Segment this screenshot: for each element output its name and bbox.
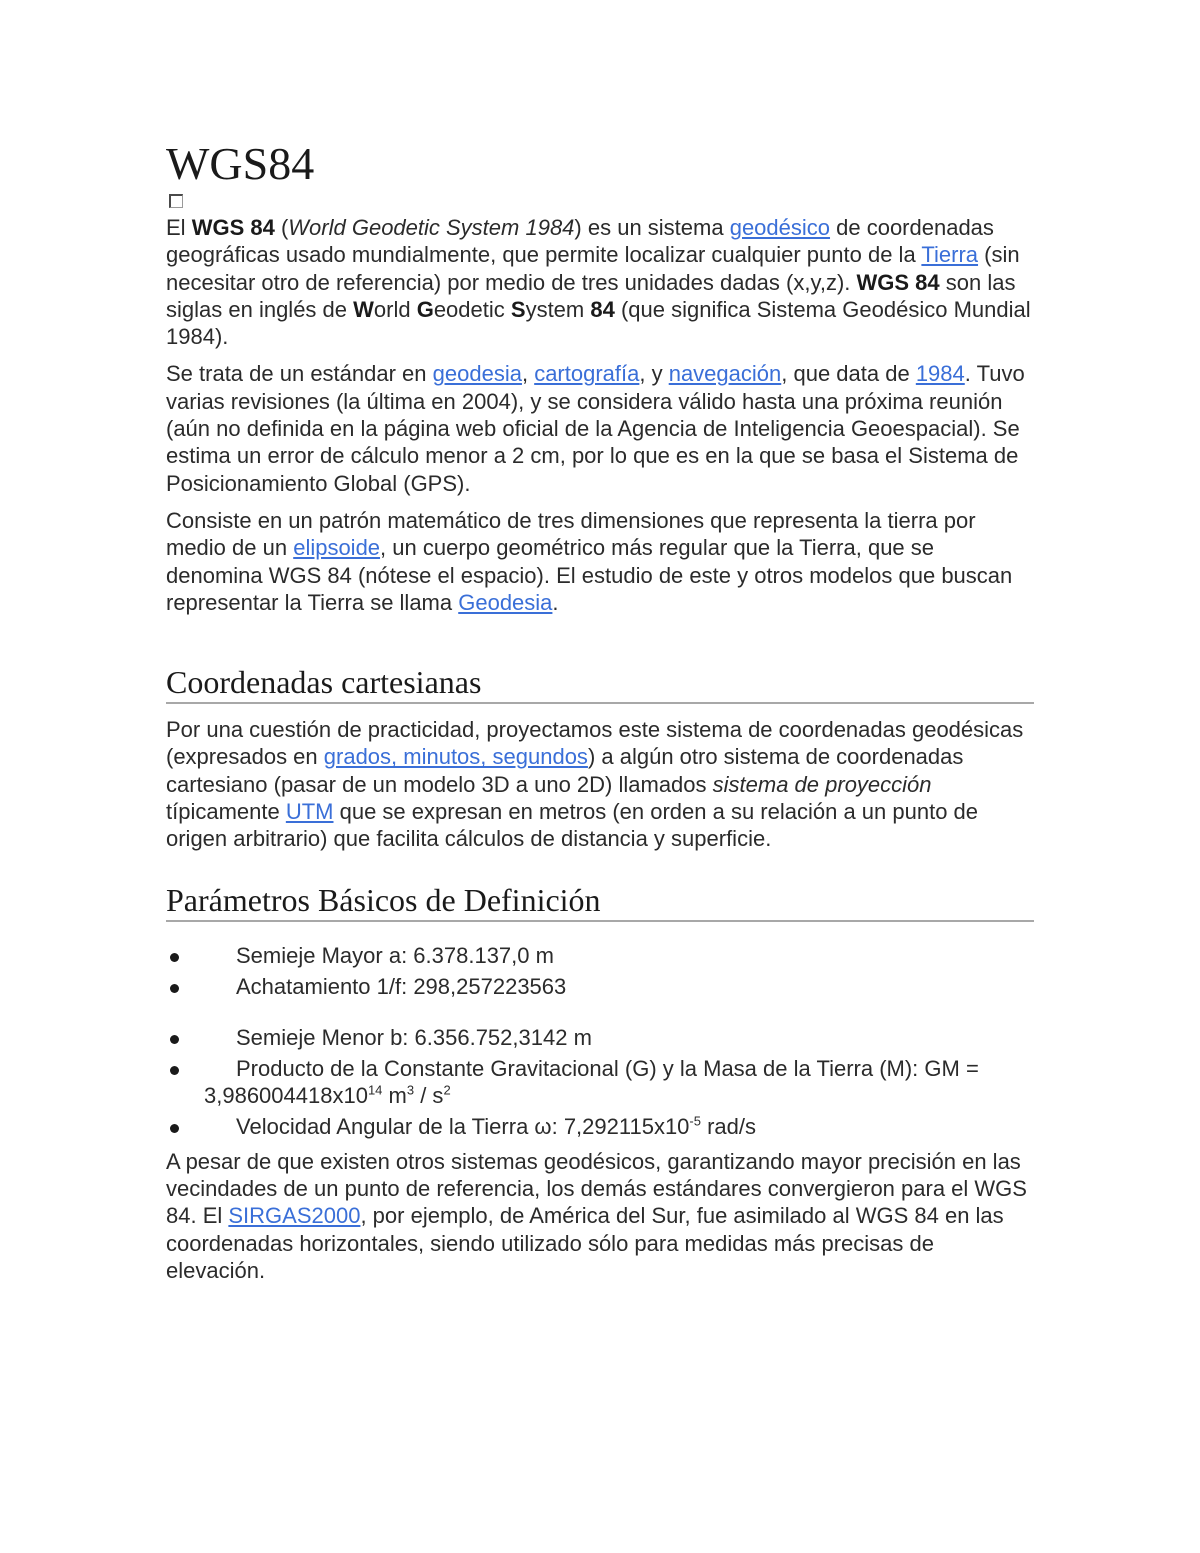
link-geodesia-2[interactable]: Geodesia <box>458 589 553 615</box>
paragraph-ellipsoid: Consiste en un patrón matemático de tres dimensiones que representa la tierra por medio de un elipsoide, un cuerpo geométrico más regular que la Tierra, que se denomina WGS 84 (nótese el espacio). El estudio de este y otros modelos que buscan representar la Tierra se llama Geodesia. <box>166 507 1013 615</box>
bold-term: WGS 84 <box>191 215 275 240</box>
list-item: Semieje Menor b: 6.356.752,3142 m <box>166 1024 1034 1051</box>
bullet-icon <box>170 1035 179 1044</box>
bullet-icon <box>170 953 179 962</box>
intro-paragraph: El WGS 84 (World Geodetic System 1984) es un sistema geodésico de coordenadas geográficas usado mundialmente, que permite localizar cualquier punto de la Tierra (sin necesitar otro de referencia) por medio de tres unidades dadas (x,y,z). WGS 84 son las siglas en inglés de World Geodetic System 84 (que significa Sistema Geodésico Mundial 1984). <box>166 215 1031 350</box>
link-utm[interactable]: UTM <box>285 799 334 825</box>
bullet-icon <box>170 1066 179 1075</box>
document-page <box>166 138 1034 1294</box>
parameter-list <box>166 942 1034 1140</box>
link-grados[interactable]: grados, minutos, segundos <box>323 744 588 770</box>
link-1984[interactable]: 1984 <box>915 361 965 387</box>
link-tierra[interactable]: Tierra <box>921 242 979 268</box>
paragraph-sirgas: A pesar de que existen otros sistemas geodésicos, garantizando mayor precisión en las vecindades de un punto de referencia, los demás estándares convergieron para el WGS 84. El SIRGAS2000, por ejemplo, de América del Sur, fue asimilado al WGS 84 en las coordenadas horizontales, siendo utilizado sólo para medidas más precisas de elevación. <box>166 1148 1027 1283</box>
list-item: Producto de la Constante Gravitacional (G) y la Masa de la Tierra (M): GM = $3,986004418x10^{14}$ $m^3 / s^2$ <box>166 1055 1034 1109</box>
link-cartografia[interactable]: cartografía <box>534 361 640 387</box>
list-item: Velocidad Angular de la Tierra ω: $7,292115x10^{-5}$ rad/s <box>166 1113 1034 1140</box>
list-item: Semieje Mayor a: 6.378.137,0 m <box>166 942 1034 969</box>
paragraph-cartesian: Por una cuestión de practicidad, proyectamos este sistema de coordenadas geodésicas (expresados en grados, minutos, segundos) a algún otro sistema de coordenadas cartesiano (pasar de un modelo 3D a uno 2D) llamados sistema de proyección típicamente UTM que se expresan en metros (en orden a su relación a un punto de origen arbitrario) que facilita cálculos de distancia y superficie. <box>166 717 1024 852</box>
link-elipsoide[interactable]: elipsoide <box>293 535 381 561</box>
link-sirgas[interactable]: SIRGAS2000 <box>228 1203 361 1229</box>
page-title: WGS84 <box>166 138 315 189</box>
list-item: Achatamiento 1/f: 298,257223563 <box>166 973 1034 1000</box>
bullet-icon <box>170 984 179 993</box>
broken-image-icon <box>169 194 183 208</box>
link-geodesia[interactable]: geodesia <box>432 361 522 387</box>
italic-term: sistema de proyección <box>712 771 932 797</box>
link-navegacion[interactable]: navegación <box>668 361 782 387</box>
bullet-icon <box>170 1124 179 1133</box>
section-heading-parameters: Parámetros Básicos de Definición <box>166 881 1034 922</box>
section-heading-cartesian: Coordenadas cartesianas <box>166 663 1034 704</box>
paragraph-standard: Se trata de un estándar en geodesia, cartografía, y navegación, que data de 1984. Tuvo varias revisiones (la última en 2004), y se considera válido hasta una próxima reunión (aún no definida en la página web oficial de la Agencia de Inteligencia Geoespacial). Se estima un error de cálculo menor a 2 cm, por lo que es en la que se basa el Sistema de Posicionamiento Global (GPS). <box>166 361 1025 496</box>
link-geodesico[interactable]: geodésico <box>729 215 831 240</box>
bold-term: WGS 84 <box>856 269 940 295</box>
italic-term: World Geodetic System 1984 <box>288 215 575 240</box>
